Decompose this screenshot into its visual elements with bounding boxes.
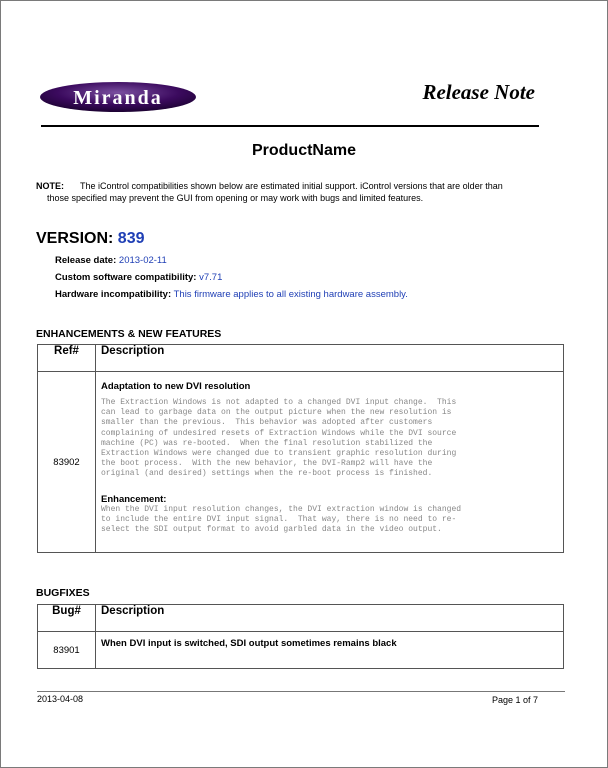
table-header-row [38,605,564,632]
note-line1: The iControl compatibilities shown below are estimated initial support. iControl versions that are older than [80,181,503,191]
note-line2: those specified may prevent the GUI from opening or may work with bugs and limited features. [47,193,424,203]
desc-cell [96,632,564,669]
logo-text: Miranda [73,87,163,109]
col-desc-header: Description [96,345,564,372]
note-label: NOTE: [36,181,64,191]
release-date-value: 2013-02-11 [118,255,167,266]
bugfixes-table [37,604,564,669]
header-rule [41,125,539,127]
col-ref-header: Ref# [38,345,96,372]
footer-page-number: Page 1 of 7 [492,695,539,705]
enhancement-title: Adaptation to new DVI resolution [101,381,251,392]
version-label: VERSION: [36,230,114,247]
custom-compat-value: v7.71 [199,272,223,283]
ref-cell: 83902 [38,372,96,553]
hw-incompat-value: This firmware applies to all existing hardware assembly. [173,289,408,300]
bug-cell: 83901 [38,632,96,669]
release-date-line [55,255,167,266]
bugfixes-section-title: BUGFIXES [36,587,90,599]
enhancements-table [37,344,564,553]
enhancement-sub-body: When the DVI input resolution changes, the DVI extraction window is changed to include the entire DVI input signal. That way, there is no need to re- select the SDI output format to avoid garbled data in the video output. [101,504,462,535]
release-date-label: Release date: [55,255,117,266]
hw-incompat-label: Hardware incompatibility: [55,289,172,300]
footer-rule [37,691,565,692]
col-bug-header: Bug# [38,605,96,632]
table-header-row [38,345,564,372]
custom-compat-label: Custom software compatibility: [55,272,197,283]
enhancements-section-title: ENHANCEMENTS & NEW FEATURES [36,328,222,340]
footer-date: 2013-04-08 [37,694,84,704]
hw-incompat-line [55,289,408,300]
enhancement-subtitle: Enhancement: [101,493,167,505]
desc-cell [96,372,564,553]
col-desc-header: Description [96,605,564,632]
doc-type-title: Release Note [422,80,535,104]
miranda-logo [39,81,197,118]
custom-compat-line [55,272,222,283]
table-row [38,632,564,669]
bugfix-title: When DVI input is switched, SDI output sometimes remains black [101,638,397,649]
table-row [38,372,564,553]
version-number: 839 [117,230,145,247]
note-block [36,180,556,204]
enhancement-body: The Extraction Windows is not adapted to a changed DVI input change. This can lead to garbage data on the output picture when the new resolution is smaller than the previous. This behavior was adopted after customers complaining of undesired resets of Extraction Windows while the DVI source machine (PC) was re-booted. When the final resolution stabilized the Extraction Windows were changed due to transient graphic resolution during the boot process. With the new behavior, the DVI-Ramp2 will have the original (and desired) settings when the re-boot process is finished. [101,398,457,479]
version-heading [36,230,145,248]
product-name: ProductName [251,142,357,159]
